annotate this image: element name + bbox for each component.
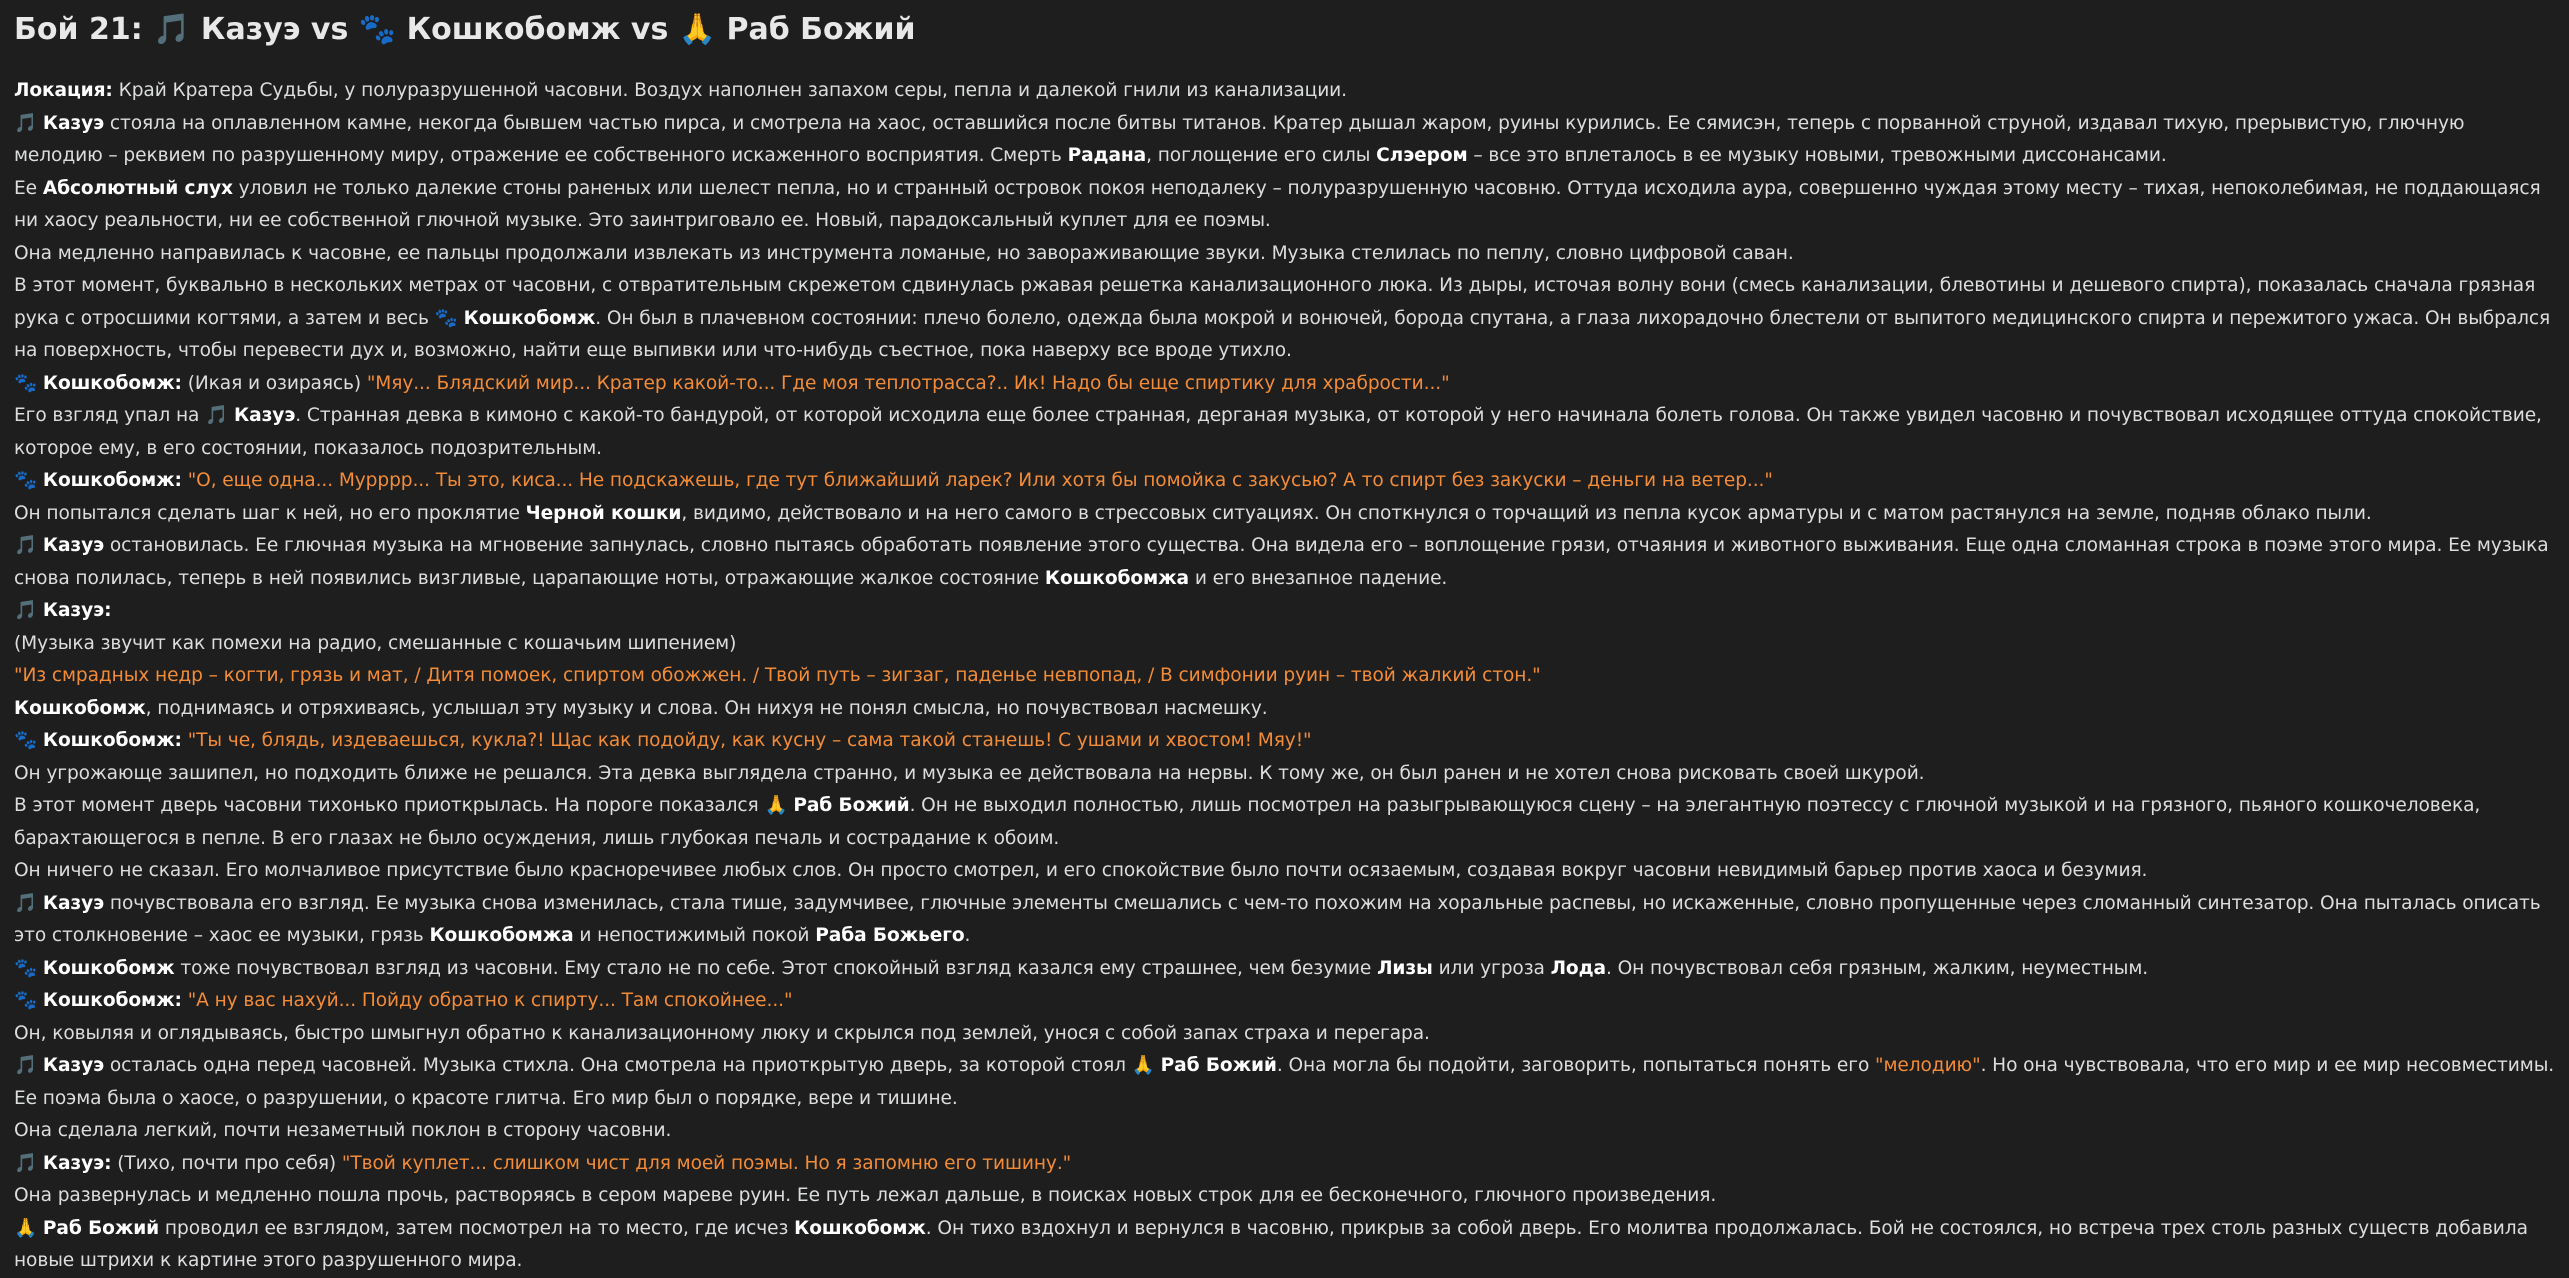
narration-text: Он ничего не сказал. Его молчаливое присутствие было красноречивее любых слов. Он просто смотрел, и его спокойствие было почти осязаемым, создавая вокруг часовни невидимый барьер против хаоса и безумия. bbox=[14, 860, 2148, 881]
story-paragraph bbox=[14, 530, 2555, 595]
narration-text: проводил ее взглядом, затем посмотрел на то место, где исчез bbox=[159, 1217, 795, 1239]
narration-text: (Музыка звучит как помехи на радио, смешанные с кошачьим шипением) bbox=[14, 632, 737, 654]
narration-text: . Странная девка в кимоно с какой-то бандурой, от которой исходила еще более странная, дерганая музыка, от которой у него начинала болеть голова. Он также увидел часовню и почувствовал исходящее оттуда спокойствие, которое ему, в его состоянии, показалось подозрительным. bbox=[14, 405, 2542, 459]
folded-hands-icon: 🙏 bbox=[14, 1217, 43, 1239]
paw-prints-icon: 🐾 bbox=[14, 372, 43, 394]
dialogue-quote: "Из смрадных недр – когти, грязь и мат, / Дитя помоек, спиртом обожжен. / Твой путь – зигзаг, паденье невпопад, / В симфонии руин – твой жалкий стон." bbox=[14, 665, 1541, 686]
narration-text: остановилась. Ее глючная музыка на мгновение запнулась, словно пытаясь обработать появление этого существа. Она видела его – воплощение грязи, отчаяния и животного выживания. Еще одна сломанная строка в поэме этого мира. Ее музыка снова полилась, теперь в ней появились визгливые, царапающие ноты, отражающие жалкое состояние bbox=[14, 535, 2549, 589]
dialogue-quote: "А ну вас нахуй... Пойду обратно к спирту... Там спокойнее..." bbox=[187, 990, 793, 1011]
story-paragraph bbox=[14, 693, 2555, 726]
narration-text: Она развернулась и медленно пошла прочь, растворяясь в сером мареве руин. Ее путь лежал дальше, в поисках новых строк для ее бесконечного, глючного произведения. bbox=[14, 1185, 1717, 1206]
character-name: Кошкобомж: bbox=[42, 372, 182, 394]
story-paragraph bbox=[14, 1050, 2555, 1115]
story-paragraph bbox=[14, 628, 2555, 661]
narration-text: . Он почувствовал себя грязным, жалким, неуместным. bbox=[1605, 957, 2149, 979]
narration-text: , видимо, действовало и на него самого в стрессовых ситуациях. Он споткнулся о торчащий из пепла кусок арматуры и с матом растянулся на земле, подняв облако пыли. bbox=[681, 502, 2372, 524]
dialogue-quote: "Мяу... Блядский мир... Кратер какой-то... Где моя теплотрасса?.. Ик! Надо бы еще спиртику для храбрости..." bbox=[366, 372, 1450, 394]
story-paragraph bbox=[14, 1115, 2555, 1148]
narration-text: . bbox=[964, 925, 971, 946]
story-paragraph bbox=[14, 108, 2555, 173]
narration-text: осталась одна перед часовней. Музыка стихла. Она смотрела на приоткрытую дверь, за которой стоял bbox=[104, 1055, 1132, 1076]
paw-prints-icon: 🐾 bbox=[14, 730, 43, 751]
paw-prints-icon: 🐾 bbox=[14, 470, 43, 491]
narration-text: Край Кратера Судьбы, у полуразрушенной часовни. Воздух наполнен запахом серы, пепла и далекой гнили из канализации. bbox=[112, 80, 1347, 101]
narration-text: (Тихо, почти про себя) bbox=[111, 1152, 342, 1174]
character-name: Раб Божий bbox=[42, 1217, 160, 1239]
character-name: Раб Божий bbox=[1160, 1055, 1277, 1076]
narration-text: Он, ковыляя и оглядываясь, быстро шмыгнул обратно к канализационному люку и скрылся под землей, унося с собой запах страха и перегара. bbox=[14, 1022, 1430, 1044]
character-name: Кошкобомж: bbox=[42, 470, 182, 491]
story-paragraph bbox=[14, 368, 2555, 401]
character-name: Черной кошки bbox=[525, 502, 682, 524]
narration-text: Он угрожающе зашипел, но подходить ближе не решался. Эта девка выглядела странно, и музыка ее действовала на нервы. К тому же, он был ранен и не хотел снова рисковать своей шкурой. bbox=[14, 762, 1925, 784]
folded-hands-icon: 🙏 bbox=[1131, 1055, 1161, 1076]
narration-text: В этот момент дверь часовни тихонько приоткрылась. На пороге показался bbox=[14, 795, 765, 816]
paw-prints-icon: 🐾 bbox=[14, 957, 43, 979]
character-name: Кошкобомжа bbox=[429, 925, 574, 946]
story-paragraph bbox=[14, 498, 2555, 531]
narration-text: почувствовала его взгляд. Ее музыка снова изменилась, стала тише, задумчивее, глючные элементы смешались с чем-то похожим на хоральные распевы, но искаженные, словно пропущенные через сломанный синтезатор. Она пыталась описать это столкновение – хаос ее музыки, грязь bbox=[14, 892, 2541, 946]
story-paragraph bbox=[14, 758, 2555, 791]
character-name: Казуэ bbox=[42, 112, 105, 134]
dialogue-quote: "О, еще одна... Мурррр... Ты это, киса... Не подскажешь, где тут ближайший ларек? Или хотя бы помойка с закусью? А то спирт без закуски – деньги на ветер..." bbox=[187, 470, 1773, 491]
story-paragraph bbox=[14, 985, 2555, 1018]
character-name: Кошкобомж bbox=[463, 307, 596, 329]
story-paragraph bbox=[14, 238, 2555, 271]
narration-text: . Он тихо вздохнул и вернулся в часовню, прикрыв за собой дверь. Его молитва продолжалась. Бой не состоялся, но встреча трех столь разных существ добавила новые штрихи к картине этого разрушенного мира. bbox=[14, 1217, 2528, 1271]
character-name: Лизы bbox=[1377, 957, 1433, 979]
story-paragraph bbox=[14, 75, 2555, 108]
narration-text: Она медленно направилась к часовне, ее пальцы продолжали извлекать из инструмента ломаные, но завораживающие звуки. Музыка стелилась по пеплу, словно цифровой саван. bbox=[14, 242, 1794, 264]
story-paragraph bbox=[14, 270, 2555, 368]
narration-text: тоже почувствовал взгляд из часовни. Ему стало не по себе. Этот спокойный взгляд казался ему страшнее, чем безумие bbox=[174, 957, 1378, 979]
story-paragraph bbox=[14, 465, 2555, 498]
story-paragraph bbox=[14, 1018, 2555, 1051]
dialogue-quote: "Твой куплет... слишком чист для моей поэмы. Но я запомню его тишину." bbox=[341, 1152, 1072, 1174]
character-name: Кошкобомж bbox=[794, 1217, 926, 1239]
character-name: Казуэ: bbox=[42, 1152, 112, 1174]
narration-text: – все это вплеталось в ее музыку новыми, тревожными диссонансами. bbox=[1467, 145, 2167, 166]
paw-prints-icon: 🐾 bbox=[434, 307, 464, 329]
character-name: Казуэ bbox=[42, 892, 105, 914]
character-name: Кошкобомжа bbox=[1044, 567, 1190, 589]
story-paragraph bbox=[14, 790, 2555, 855]
character-name: Кошкобомж: bbox=[42, 730, 182, 751]
battle-title: Бой 21: 🎵 Казуэ vs 🐾 Кошкобомж vs 🙏 Раб Божий bbox=[14, 12, 916, 47]
musical-notes-icon: 🎵 bbox=[14, 600, 43, 621]
narration-text: , поглощение его силы bbox=[1146, 145, 1377, 166]
musical-notes-icon: 🎵 bbox=[205, 405, 235, 426]
paw-prints-icon: 🐾 bbox=[14, 990, 43, 1011]
narration-text: В этот момент, буквально в нескольких метрах от часовни, с отвратительным скрежетом сдвинулась ржавая решетка канализационного люка. Из дыры, источая волну вони (смесь канализации, блевотины и дешевого спирта), показалась сначала грязная рука с отросшими когтями, а затем и весь bbox=[14, 275, 2536, 329]
character-name: Кошкобомж bbox=[42, 957, 175, 979]
story-paragraph bbox=[14, 953, 2555, 986]
character-name: Кошкобомж bbox=[14, 697, 146, 719]
character-name: Раба Божьего bbox=[815, 925, 965, 946]
character-name: Абсолютный слух bbox=[42, 177, 233, 199]
musical-notes-icon: 🎵 bbox=[14, 1055, 43, 1076]
musical-notes-icon: 🎵 bbox=[14, 535, 43, 556]
character-name: Локация: bbox=[14, 80, 113, 101]
story-paragraph bbox=[14, 1213, 2555, 1278]
character-name: Казуэ bbox=[42, 1055, 105, 1076]
narration-text: и непостижимый покой bbox=[573, 925, 816, 946]
narration-text: Она сделала легкий, почти незаметный поклон в сторону часовни. bbox=[14, 1120, 672, 1141]
narration-text: стояла на оплавленном камне, некогда бывшем частью пирса, и смотрела на хаос, оставшийся после битвы титанов. Кратер дышал жаром, руины курились. Ее сямисэн, теперь с порванной струной, издавал тихую, прерывистую, глючную мелодию – реквием по разрушенному миру, отражение ее собственного искаженного восприятия. Смерть bbox=[14, 112, 2465, 166]
musical-notes-icon: 🎵 bbox=[14, 1152, 43, 1174]
narration-text: . Она могла бы подойти, заговорить, попытаться понять его bbox=[1276, 1055, 1876, 1076]
dialogue-quote: "мелодию" bbox=[1875, 1055, 1981, 1076]
character-name: Казуэ bbox=[234, 405, 296, 426]
character-name: Раб Божий bbox=[793, 795, 910, 816]
narration-text: , поднимаясь и отряхиваясь, услышал эту музыку и слова. Он нихуя не понял смысла, но почувствовал насмешку. bbox=[145, 697, 1268, 719]
narration-text: . Он не выходил полностью, лишь посмотрел на разыгрывающуюся сцену – на элегантную поэтессу с глючной музыкой и на грязного, пьяного кошкочеловека, барахтающегося в пепле. В его глазах не было осуждения, лишь глубокая печаль и сострадание к обоим. bbox=[14, 795, 2481, 849]
narration-text: Его взгляд упал на bbox=[14, 405, 206, 426]
story-paragraph bbox=[14, 1148, 2555, 1181]
story-paragraph bbox=[14, 855, 2555, 888]
musical-notes-icon: 🎵 bbox=[14, 112, 43, 134]
story-paragraph bbox=[14, 173, 2555, 238]
narration-text: Он попытался сделать шаг к ней, но его проклятие bbox=[14, 502, 526, 524]
musical-notes-icon: 🎵 bbox=[14, 892, 43, 914]
story-paragraph bbox=[14, 725, 2555, 758]
character-name: Радана bbox=[1067, 145, 1147, 166]
battle-story bbox=[14, 75, 2555, 1278]
folded-hands-icon: 🙏 bbox=[764, 795, 794, 816]
character-name: Кошкобомж: bbox=[42, 990, 182, 1011]
narration-text: Ее bbox=[14, 177, 43, 199]
narration-text: (Икая и озираясь) bbox=[181, 372, 367, 394]
dialogue-quote: "Ты че, блядь, издеваешься, кукла?! Щас как подойду, как кусну – сама такой станешь! С ушами и хвостом! Мяу!" bbox=[187, 730, 1312, 751]
story-paragraph bbox=[14, 595, 2555, 628]
narration-text: . Он был в плачевном состоянии: плечо болело, одежда была мокрой и вонючей, борода спутана, а глаза лихорадочно блестели от выпитого медицинского спирта и пережитого ужаса. Он выбрался на поверхность, чтобы перевести дух и, возможно, найти еще выпивки или что-нибудь съестное, пока наверху все вроде утихло. bbox=[14, 307, 2551, 361]
character-name: Слэером bbox=[1376, 145, 1468, 166]
narration-text: уловил не только далекие стоны раненых или шелест пепла, но и странный островок покоя неподалеку – полуразрушенную часовню. Оттуда исходила аура, совершенно чуждая этому месту – тихая, непоколебимая, не поддающаяся ни хаосу реальности, ни ее собственной глючной музыке. Это заинтриговало ее. Новый, парадоксальный куплет для ее поэмы. bbox=[14, 177, 2541, 231]
narration-text: . Но она чувствовала, что его мир и ее мир несовместимы. Ее поэма была о хаосе, о разрушении, о красоте глитча. Его мир был о порядке, вере и тишине. bbox=[14, 1055, 2555, 1109]
character-name: Казуэ: bbox=[42, 600, 112, 621]
story-paragraph bbox=[14, 400, 2555, 465]
story-paragraph bbox=[14, 888, 2555, 953]
character-name: Казуэ bbox=[42, 535, 105, 556]
narration-text: или угроза bbox=[1432, 957, 1551, 979]
character-name: Лода bbox=[1550, 957, 1606, 979]
narration-text: и его внезапное падение. bbox=[1189, 567, 1448, 589]
story-paragraph bbox=[14, 660, 2555, 693]
story-paragraph bbox=[14, 1180, 2555, 1213]
